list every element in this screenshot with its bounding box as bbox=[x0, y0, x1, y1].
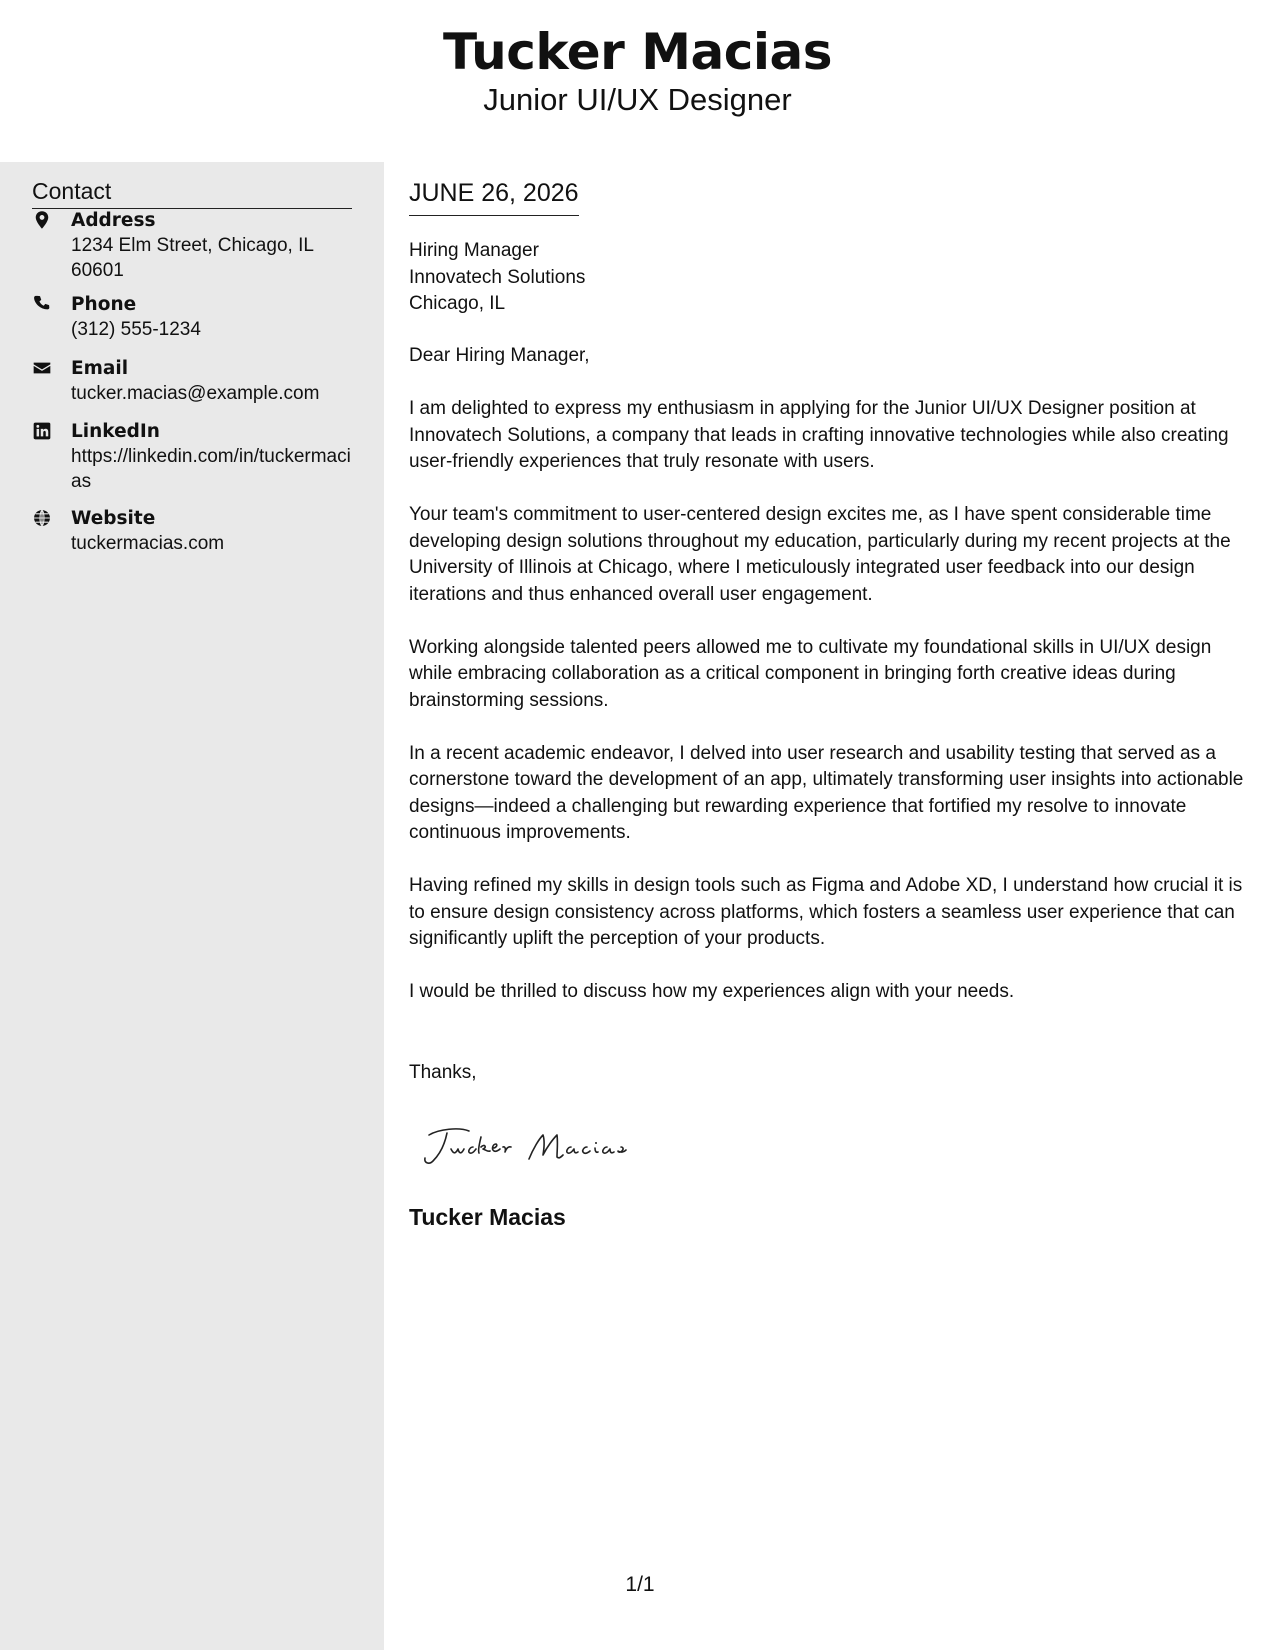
contact-value: tuckermacias.com bbox=[71, 533, 225, 554]
closing: Thanks, bbox=[409, 1062, 477, 1083]
page-number: 1/1 bbox=[625, 1573, 655, 1596]
letter-paragraphs bbox=[409, 343, 1249, 1032]
globe-icon bbox=[32, 508, 56, 532]
applicant-name: Tucker Macias bbox=[442, 23, 832, 81]
paragraph: I am delighted to express my enthusiasm in applying for the Junior UI/UX Designer position at Innovatech Solutions, a company that leads in crafting innovative technologies while also creating user-friendly experiences that truly resonate with users. bbox=[409, 398, 1229, 472]
recipient-line: Innovatech Solutions bbox=[409, 266, 586, 288]
envelope-icon bbox=[32, 358, 56, 382]
paragraph: Your team's commitment to user-centered design excites me, as I have spent considerable time developing design solutions throughout my education, particularly during my recent projects at the University of Illinois at Chicago, where I meticulously integrated user feedback into our design iterations and thus enhanced overall user engagement. bbox=[409, 504, 1231, 605]
recipient-line: Chicago, IL bbox=[409, 293, 506, 314]
linkedin-icon bbox=[32, 421, 56, 445]
salutation: Dear Hiring Manager, bbox=[409, 345, 590, 366]
applicant-role: Junior UI/UX Designer bbox=[483, 82, 792, 117]
contact-value: (312) 555-1234 bbox=[71, 319, 201, 340]
paragraph: In a recent academic endeavor, I delved into user research and usability testing that served as a cornerstone toward the development of an app, ultimately transforming user insights into actionable designs—indeed a challenging but rewarding experience that fortified my resolve to innovate continuous improvements. bbox=[409, 742, 1244, 843]
recipient-line: Hiring Manager bbox=[409, 240, 539, 261]
contact-label: Address bbox=[71, 210, 156, 231]
handwritten-signature bbox=[421, 1117, 681, 1177]
map-pin-icon bbox=[32, 210, 56, 234]
contact-label: Phone bbox=[71, 294, 137, 315]
signed-name: Tucker Macias bbox=[409, 1204, 566, 1230]
contact-label: LinkedIn bbox=[71, 421, 160, 442]
contact-value: https://linkedin.com/in/tuckermacias bbox=[71, 446, 351, 492]
phone-icon bbox=[32, 294, 56, 318]
paragraph: I would be thrilled to discuss how my experiences align with your needs. bbox=[409, 981, 1015, 1002]
contact-value: 1234 Elm Street, Chicago, IL 60601 bbox=[71, 235, 314, 281]
contact-sidebar bbox=[0, 162, 384, 1650]
contact-label: Website bbox=[71, 508, 156, 529]
page-header bbox=[0, 0, 1275, 162]
contact-label: Email bbox=[71, 358, 129, 379]
contact-value: tucker.macias@example.com bbox=[71, 383, 320, 404]
contact-heading: Contact bbox=[32, 176, 352, 209]
paragraph: Having refined my skills in design tools such as Figma and Adobe XD, I understand how crucial it is to ensure design consistency across platforms, which fosters a seamless user experience that can significantly uplift the perception of your products. bbox=[409, 875, 1243, 949]
paragraph: Working alongside talented peers allowed me to cultivate my foundational skills in UI/UX design while embracing collaboration as a critical component in bringing forth creative ideas during brainstorming sessions. bbox=[409, 636, 1212, 711]
letter-date: JUNE 26, 2026 bbox=[409, 177, 579, 216]
recipient-block bbox=[409, 238, 585, 318]
